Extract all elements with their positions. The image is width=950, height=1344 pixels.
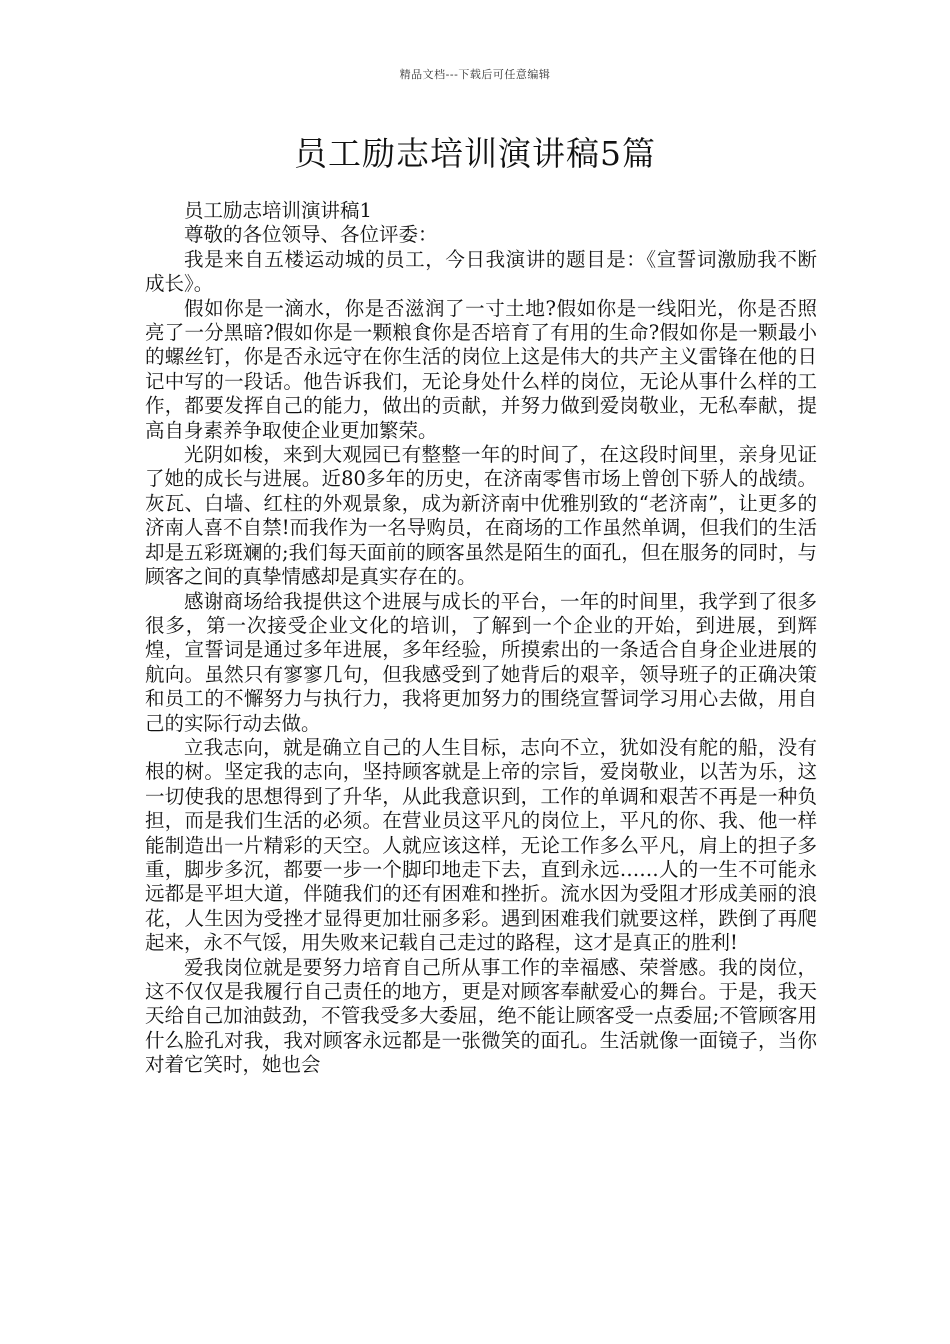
paragraph: 光阴如梭，来到大观园已有整整一年的时间了，在这段时间里，亲身见证了她的成长与进展。近80多年的历史，在济南零售市场上曾创下骄人的战绩。灰瓦、白墙、红柱的外观景象，成为新济南中优雅别致的“老济南”，让更多的济南人喜不自禁!而我作为一名导购员，在商场的工作虽然单调，但我们的生活却是五彩斑斓的;我们每天面前的顾客虽然是陌生的面孔，但在服务的同时，与顾客之间的真挚情感却是真实存在的。 [145, 443, 817, 589]
paragraph: 爱我岗位就是要努力培育自己所从事工作的幸福感、荣誉感。我的岗位，这不仅仅是我履行自己责任的地方，更是对顾客奉献爱心的舞台。于是，我天天给自己加油鼓劲，不管我受多大委屈，绝不能让顾客受一点委屈;不管顾客用什么脸孔对我，我对顾客永远都是一张微笑的面孔。生活就像一面镜子，当你对着它笑时，她也会 [145, 955, 817, 1077]
paragraph: 假如你是一滴水，你是否滋润了一寸土地?假如你是一线阳光，你是否照亮了一分黑暗?假如你是一颗粮食你是否培育了有用的生命?假如你是一颗最小的螺丝钉，你是否永远守在你生活的岗位上这是伟大的共产主义雷锋在他的日记中写的一段话。他告诉我们，无论身处什么样的岗位，无论从事什么样的工作，都要发挥自己的能力，做出的贡献，并努力做到爱岗敬业，无私奉献，提高自身素养争取使企业更加繁荣。 [145, 296, 817, 442]
paragraph: 感谢商场给我提供这个进展与成长的平台，一年的时间里，我学到了很多很多，第一次接受企业文化的培训，了解到一个企业的开始，到进展，到辉煌，宣誓词是通过多年进展，多年经验，所摸索出的一条适合自身企业进展的航向。虽然只有寥寥几句，但我感受到了她背后的艰辛，领导班子的正确决策和员工的不懈努力与执行力，我将更加努力的围绕宣誓词学习用心去做，用自己的实际行动去做。 [145, 589, 817, 735]
paragraph-subtitle: 员工励志培训演讲稿1 [184, 199, 372, 222]
paragraph: 立我志向，就是确立自己的人生目标，志向不立，犹如没有舵的船，没有根的树。坚定我的志向，坚持顾客就是上帝的宗旨，爱岗敬业，以苦为乐，这一切使我的思想得到了升华，从此我意识到，工作的单调和艰苦不再是一种负担，而是我们生活的必须。在营业员这平凡的岗位上，平凡的你、我、他一样能制造出一片精彩的天空。人就应该这样，无论工作多么平凡，肩上的担子多重，脚步多沉，都要一步一个脚印地走下去，直到永远……人的一生不可能永远都是平坦大道，伴随我们的还有困难和挫折。流水因为受阻才形成美丽的浪花，人生因为受挫才显得更加壮丽多彩。遇到困难我们就要这样，跌倒了再爬起来，永不气馁，用失败来记载自己走过的路程，这才是真正的胜利! [145, 735, 817, 955]
paragraph-salutation: 尊敬的各位领导、各位评委： [184, 223, 438, 247]
page-header-note: 精品文档---下载后可任意编辑 [399, 68, 551, 81]
paragraph: 我是来自五楼运动城的员工，今日我演讲的题目是：《宣誓词激励我不断成长》。 [145, 247, 817, 296]
document-body [145, 199, 817, 1078]
document-title: 员工励志培训演讲稿5篇 [294, 134, 656, 173]
